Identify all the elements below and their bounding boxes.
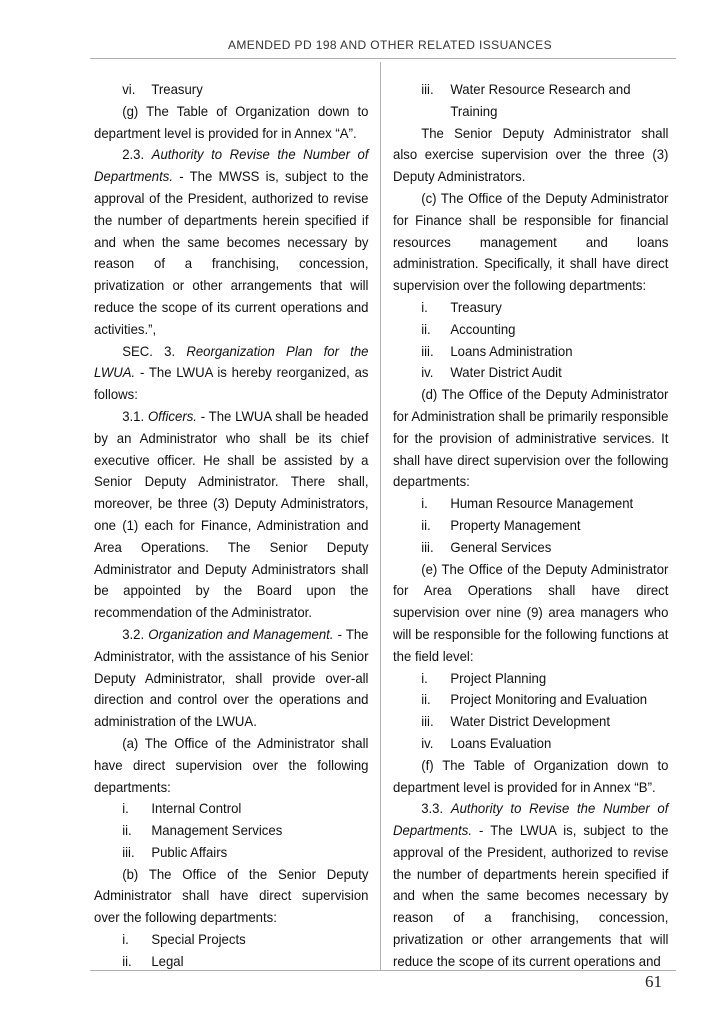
list-text: Internal Control: [151, 800, 242, 817]
section-number: 3.1.: [122, 407, 148, 424]
list-text: Water District Development: [450, 713, 611, 730]
list-item: [94, 842, 368, 864]
list-text: Water District Audit: [450, 364, 562, 381]
list-number: i.: [122, 931, 129, 948]
list-number: iii.: [421, 713, 434, 730]
list-number: ii.: [421, 320, 431, 337]
list-text: Public Affairs: [151, 843, 228, 860]
page-number: 61: [645, 972, 662, 991]
list-number: vi.: [122, 81, 136, 97]
list-text: Treasury: [151, 81, 203, 97]
section-heading: Authority to Revise the Number of Departments.: [393, 800, 669, 839]
list-text: Accounting: [450, 320, 516, 337]
paragraph: (d) The Office of the Deputy Administrator for Administration shall be primarily responsible for the provision of administrative services. It shall have direct supervision over the following departments:: [393, 386, 669, 490]
list-item: [393, 689, 668, 711]
paragraph: The Senior Deputy Administrator shall also exercise supervision over the three (3) Deputy Administrators.: [393, 124, 669, 185]
list-number: iii.: [421, 81, 434, 97]
section-number: 3.3.: [421, 800, 451, 817]
section-body: - The LWUA is hereby reorganized, as follows:: [94, 364, 369, 403]
list-number: i.: [122, 800, 129, 817]
list-item: [393, 79, 668, 123]
section-2-3: [94, 144, 368, 340]
section-3-1: [94, 406, 368, 624]
list-text: Loans Evaluation: [450, 734, 552, 751]
section-heading: Authority to Revise the Number of Departments.: [94, 146, 369, 185]
list-item: [393, 668, 668, 690]
list-number: iii.: [421, 538, 434, 555]
list-text: Management Services: [151, 822, 283, 839]
list-number: i.: [421, 298, 428, 315]
paragraph: (c) The Office of the Deputy Administrator for Finance shall be responsible for financial resources management and loans administration. Specifically, it shall have direct supervision over the following departments:: [393, 189, 669, 294]
section-heading: Reorganization Plan for the LWUA.: [94, 342, 369, 381]
left-column: [94, 79, 368, 973]
right-column: [393, 79, 668, 973]
list-text: Property Management: [450, 516, 581, 533]
list-number: i.: [421, 495, 428, 512]
list-item: [94, 951, 368, 973]
section-number: SEC. 3.: [122, 342, 187, 359]
section-body: - The LWUA is, subject to the approval of the President, authorized to revise the number of departments herein specified if and when the same becomes necessary by reason of a franchising, concession, privatization or other arrangements that will reduce the scope of its current operations and: [393, 822, 669, 969]
list-item: [393, 711, 668, 733]
paragraph: (b) The Office of the Senior Deputy Administrator shall have direct supervision over the following departments:: [94, 865, 369, 926]
list-number: iv.: [421, 734, 434, 751]
list-text: General Services: [450, 538, 552, 555]
list-item: [393, 733, 668, 755]
list-item: [94, 79, 368, 101]
list-text: Project Planning: [450, 669, 547, 686]
paragraph: (e) The Office of the Deputy Administrator for Area Operations shall have direct supervision over nine (9) area managers who will be responsible for the following functions at the field level:: [393, 560, 669, 664]
list-number: ii.: [421, 691, 431, 708]
list-item: [94, 929, 368, 951]
section-body: - The Administrator, with the assistance of his Senior Deputy Administrator, shall provide over-all direction and control over the operations and administration of the LWUA.: [94, 625, 369, 730]
section-body: - The LWUA shall be headed by an Administrator who shall be its chief executive officer. He shall be assisted by a Senior Deputy Administrator. There shall, moreover, be three (3) Deputy Administrators, one (1) each for Finance, Administration and Area Operations. The Senior Deputy Administrator and Deputy Administrators shall be appointed by the Board upon the recommendation of the Administrator.: [94, 407, 369, 621]
list-item: [393, 537, 668, 559]
column-divider: [380, 62, 381, 970]
section-number: 2.3.: [122, 146, 152, 163]
list-text: Treasury: [450, 298, 502, 315]
header-rule: [90, 58, 676, 59]
section-3: [94, 341, 368, 406]
list-text: Water Resource Research and Training: [450, 81, 631, 119]
paragraph: (f) The Table of Organization down to department level is provided for in Annex “B”.: [393, 756, 669, 795]
list-text: Special Projects: [151, 931, 246, 948]
list-item: [393, 341, 668, 363]
list-item: [393, 493, 668, 515]
running-header: AMENDED PD 198 AND OTHER RELATED ISSUANCES: [228, 38, 552, 52]
list-item: [94, 820, 368, 842]
section-heading: Officers.: [147, 407, 197, 424]
paragraph: (a) The Office of the Administrator shall have direct supervision over the following departments:: [94, 734, 369, 795]
list-text: Legal: [151, 952, 184, 969]
list-text: Project Monitoring and Evaluation: [450, 691, 648, 708]
list-item: [393, 515, 668, 537]
list-text: Loans Administration: [450, 342, 573, 359]
list-number: ii.: [122, 952, 132, 969]
list-number: iii.: [122, 843, 135, 860]
section-number: 3.2.: [122, 625, 149, 642]
section-3-3: [393, 798, 668, 972]
list-number: ii.: [122, 822, 132, 839]
list-number: ii.: [421, 516, 431, 533]
list-number: iii.: [421, 342, 434, 359]
list-item: [393, 319, 668, 341]
section-3-2: [94, 624, 368, 733]
list-item: [94, 798, 368, 820]
list-item: [393, 362, 668, 384]
section-heading: Organization and Management.: [148, 625, 334, 642]
list-number: iv.: [421, 364, 434, 381]
list-item: [393, 297, 668, 319]
list-number: i.: [421, 669, 428, 686]
paragraph: (g) The Table of Organization down to department level is provided for in Annex “A”.: [94, 102, 369, 141]
list-text: Human Resource Management: [450, 495, 634, 512]
section-body: - The MWSS is, subject to the approval of the President, authorized to revise the number of departments herein specified if and when the same becomes necessary by reason of a franchising, concession, privatization or other arrangements that will reduce the scope of its current operations and activities.”,: [94, 168, 369, 337]
